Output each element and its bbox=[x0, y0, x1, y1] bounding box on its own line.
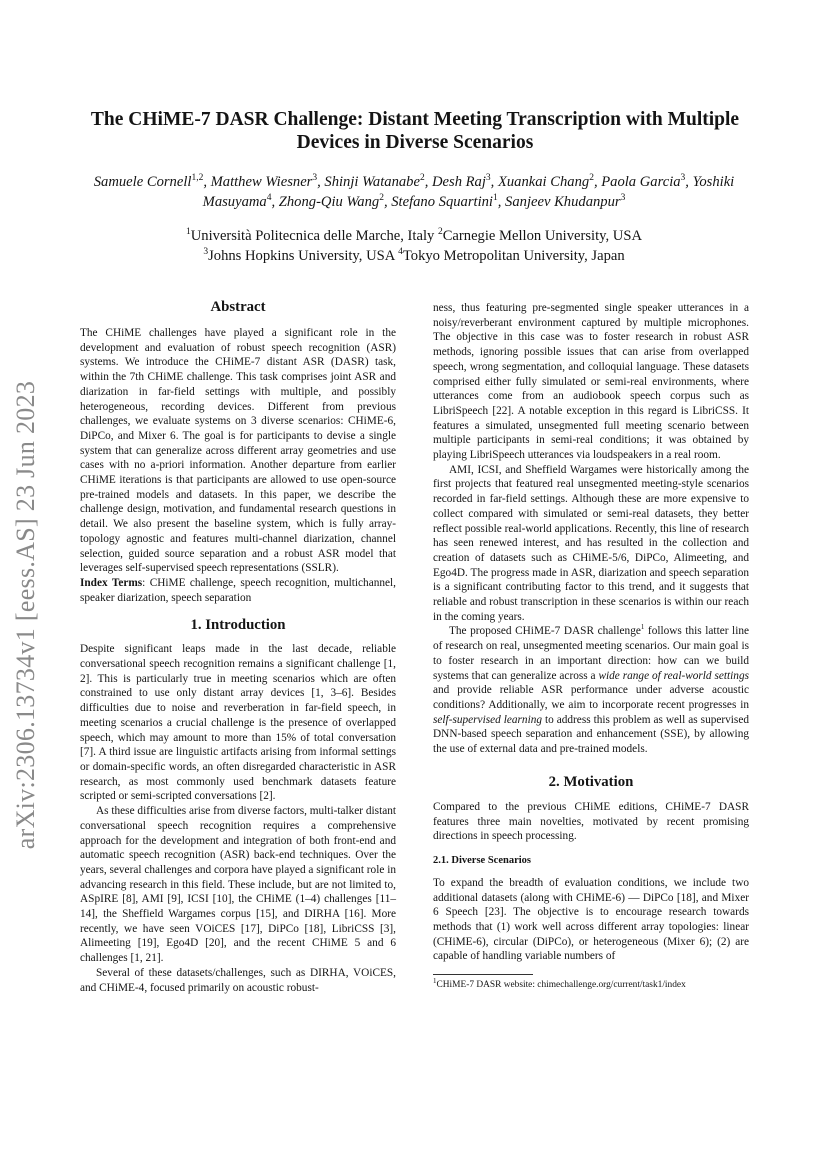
paragraph: Despite significant leaps made in the last decade, reliable conversational speech recognition remains a significant challenge [1, 2]. This is particularly true in meeting scenarios which are often constrained to use only distant array devices [1, 3–6]. Besides difficulties due to noise and reverberation in far-field speech, in meeting scenarios a crucial challenge is the presence of overlapped speech, which may amount to more than 15% of total conversation [7]. A third issue are linguistic artifacts arising from informal settings or domain-specific words, an often disregarded characteristic in ASR research, as most commonly used benchmark datasets feature scripted or semi-scripted conversations [2]. bbox=[80, 643, 396, 803]
author-list bbox=[80, 172, 748, 212]
paragraph: To expand the breadth of evaluation conditions, we include two additional datasets (along with CHiME-6) — DiPCo [18], and Mixer 6 Speech [23]. The objective is to encourage research towards methods that (1) work well across different array topologies: linear (CHiME-6), circular (DiPCo), or heterogeneous (Mixer 6); (2) are capable of handling variable numbers of bbox=[433, 876, 749, 963]
author: Xuankai Chang$^2$, bbox=[497, 173, 602, 190]
affiliation-line: $^3$Johns Hopkins University, USA $^4$Tokyo Metropolitan University, Japan bbox=[203, 247, 625, 264]
paragraph: Several of these datasets/challenges, such as DIRHA, VOiCES, and CHiME-4, focused primarily on acoustic robust- bbox=[80, 966, 396, 994]
paragraph: As these difficulties arise from diverse factors, multi-talker distant conversational speech recognition requires a comprehensive approach for the development and integration of both front-end and automatic speech recognition (ASR) back-end techniques. Over the years, several challenges and corpora have played a significant role in advancing research in this field. These include, but are not limited to, ASpIRE [8], AMI [9], ICSI [10], the CHiME (1–4) challenges [11–14], the Sheffield Wargames corpus [15], and DIRHA [16]. More recently, we have seen VOiCES [17], DiPCo [18], LibriCSS [3], Alimeeting [19], Ego4D [20], and the recent CHiME 5 and 6 challenges [1, 21]. bbox=[80, 805, 397, 965]
abstract-text: The CHiME challenges have played a significant role in the development and evaluation of robust speech recognition (ASR) systems. We introduce the CHiME-7 distant ASR (DASR) task, within the 7th CHiME challenge. This task comprises joint ASR and diarization in far-field settings with multiple, and possibly heterogeneous, recording devices. Different from previous challenges, we evaluate systems on 3 diverse scenarios: CHiME-6, DiPCo, and Mixer 6. The goal is for participants to devise a single system that can generalize across different array geometries and use cases with no a-priori information. Another departure from earlier CHiME iterations is that participants are allowed to use open-source pre-trained models and datasets. In this paper, we describe the challenge design, motivation, and fundamental research questions in detail. We also present the baseline system, which is fully array-topology agnostic and features multi-channel diarization, channel selection, guided source separation and a robust ASR model that leverages self-supervised speech representations (SSLR). bbox=[80, 327, 396, 575]
footnote: $^1$CHiME-7 DASR website: chimechallenge.org/current/task1/index bbox=[433, 977, 686, 991]
author: Sanjeev Khudanpur$^3$ bbox=[505, 193, 626, 210]
index-terms: Index Terms: CHiME challenge, speech recognition, multichannel, speaker diarization, speech separation bbox=[80, 576, 396, 604]
subsection-heading: 2.1. Diverse Scenarios bbox=[433, 854, 531, 866]
left-column bbox=[80, 298, 396, 995]
right-column bbox=[433, 301, 749, 991]
paragraph: The proposed CHiME-7 DASR challenge$^1$ follows this latter line of research on real, unsegmented meeting scenarios. Our main goal is to foster research in an important direction: how can we build systems that can generalize across a wide range of real-world settings and provide reliable ASR performance under adverse acoustic conditions? Additionally, we aim to incorporate recent progresses in self-supervised learning to address this problem as well as supervised DNN-based speech separation and enhancement (SSE), by allowing the use of external data and pre-trained models. bbox=[433, 623, 750, 756]
author: Matthew Wiesner$^3$, bbox=[210, 173, 325, 190]
paragraph: AMI, ICSI, and Sheffield Wargames were historically among the first projects that featured real unsegmented meeting-style scenarios recorded in far-field settings. Although these are more expensive to collect compared with simulated or semi-real datasets, they better reflect possible real-world applications. Recently, this line of research has seen renewed interest, and has resulted in the collection and creation of datasets such as CHiME-5/6, DiPCo, Alimeeting, and Ego4D. The progress made in ASR, diarization and speech separation is a significant contributing factor to this trend, and it suggests that reliable and robust transcription in these scenarios is within our reach in the coming years. bbox=[433, 463, 749, 623]
author: Paola Garcia$^3$, bbox=[601, 173, 693, 190]
author: Samuele Cornell$^{1,2}$, bbox=[93, 173, 211, 190]
affiliation-line: $^1$Università Politecnica delle Marche, Italy $^2$Carnegie Mellon University, USA bbox=[186, 227, 642, 244]
author: Stefano Squartini$^1$, bbox=[391, 193, 506, 210]
motivation-heading: 2. Motivation bbox=[548, 773, 634, 790]
paragraph: Compared to the previous CHiME editions, CHiME-7 DASR features three main novelties, motivated by recent promising directions in speech processing. bbox=[433, 800, 749, 843]
paper-title: The CHiME-7 DASR Challenge: Distant Meeting Transcription with Multiple Devices in Diverse Scenarios bbox=[90, 109, 740, 153]
author: Desh Raj$^3$, bbox=[432, 173, 498, 190]
author: Yoshiki Masuyama$^4$, bbox=[202, 174, 735, 210]
author: Zhong-Qiu Wang$^2$, bbox=[278, 193, 392, 210]
footnote-rule bbox=[433, 974, 533, 975]
affiliations bbox=[80, 226, 748, 266]
introduction-heading: 1. Introduction bbox=[190, 617, 286, 634]
footnote-marker: 1 bbox=[640, 623, 645, 632]
abstract-heading: Abstract bbox=[210, 299, 266, 315]
author: Shinji Watanabe$^2$, bbox=[324, 173, 432, 190]
arxiv-sidebar bbox=[4, 350, 48, 880]
paragraph: ness, thus featuring pre-segmented single speaker utterances in a noisy/reverberant environment captured by multiple microphones. The objective in this case was to foster research in robust ASR methods, ignoring possible issues that can arise from overlapped speech, wrong segmentation, and colloquial language. These datasets comprised either fully simulated or semi-real environments, where utterances come from an audiobook speech corpus such as LibriSpeech [22]. A notable exception in this regard is LibriCSS. It features a simulated, unsegmented full meeting scenario between multiple participants in semi-real conditions; it was obtained by playing LibriSpeech utterances via loudspeakers in a real room. bbox=[433, 302, 749, 462]
arxiv-identifier: arXiv:2306.13734v1 [eess.AS] 23 Jun 2023 bbox=[11, 380, 41, 850]
